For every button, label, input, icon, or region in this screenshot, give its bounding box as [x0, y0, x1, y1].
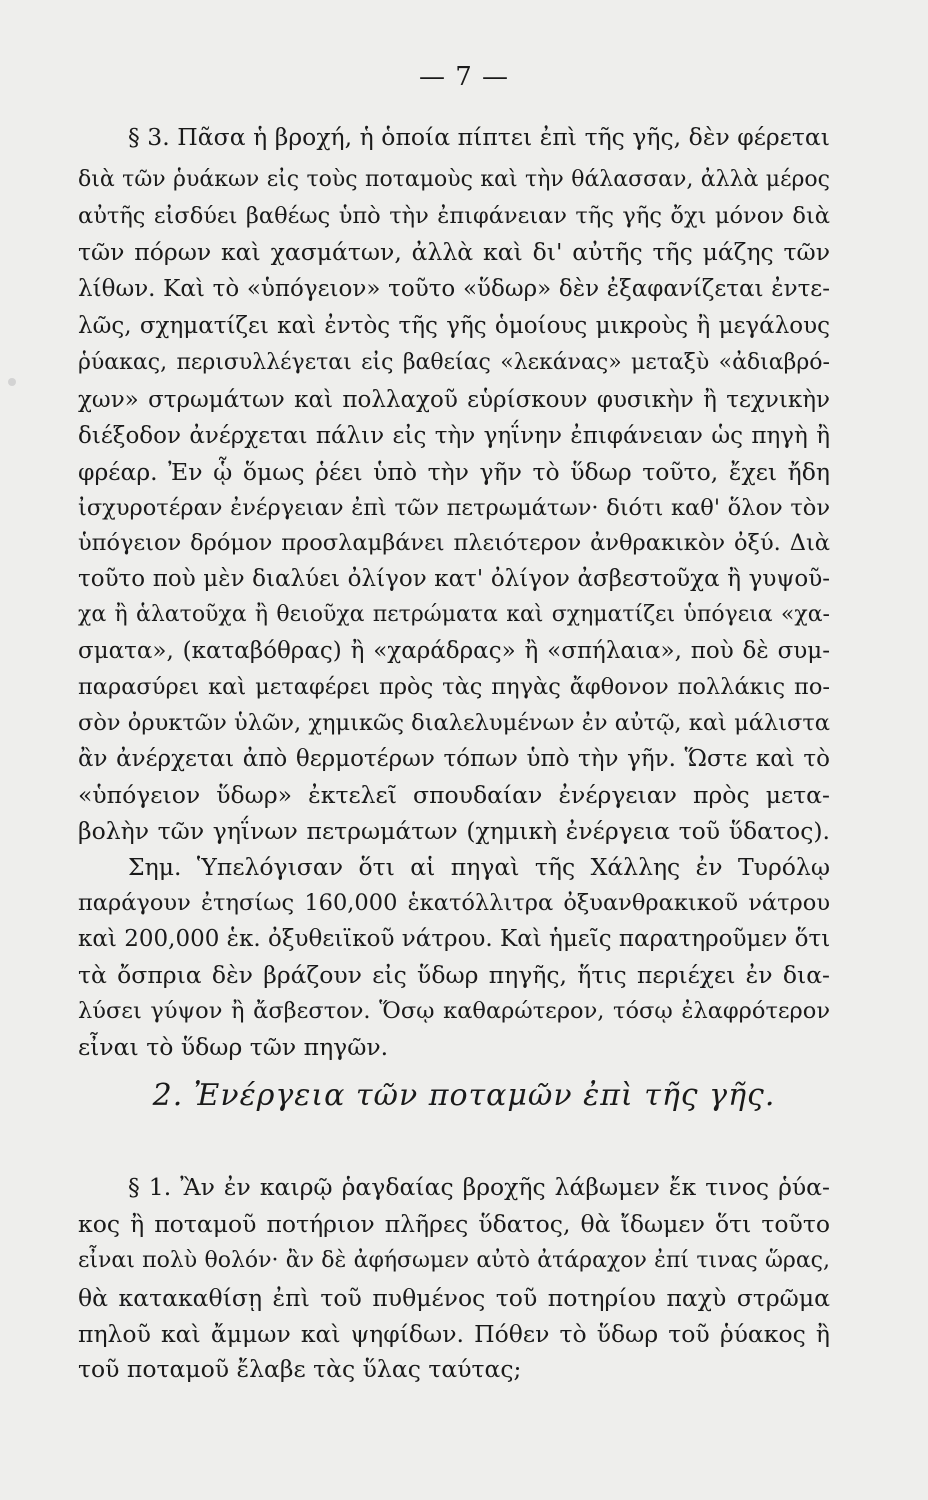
text-line: καὶ 200,000 ἑκ. ὀξυθειϊκοῦ νάτρου. Καὶ ἡμεῖς παρατηροῦμεν ὅτι [78, 926, 830, 952]
text-line: τὰ ὄσπρια δὲν βράζουν εἰς ὕδωρ πηγῆς, ἥτις περιέχει ἐν δια- [78, 961, 830, 989]
scan-speck [8, 378, 16, 386]
text-line: χων» στρωμάτων καὶ πολλαχοῦ εὑρίσκουν φυσικὴν ἢ τεχνικὴν [78, 387, 830, 413]
text-line: ἂν ἀνέρχεται ἀπὸ θερμοτέρων τόπων ὑπὸ τὴν γῆν. Ὥστε καὶ τὸ [78, 746, 830, 772]
text-line: διέξοδον ἀνέρχεται πάλιν εἰς τὴν γηΐνην ἐπιφάνειαν ὡς πηγὴ ἢ [78, 423, 830, 449]
text-line: τῶν πόρων καὶ χασμάτων, ἀλλὰ καὶ δι' αὐτῆς τῆς μάζης τῶν [78, 238, 830, 266]
text-line: εἶναι τὸ ὕδωρ τῶν πηγῶν. [78, 1033, 389, 1061]
text-line: ἰσχυροτέραν ἐνέργειαν ἐπὶ τῶν πετρωμάτων· διότι καθ' ὅλον τὸν [78, 495, 830, 521]
text-line: πηλοῦ καὶ ἄμμων καὶ ψηφίδων. Πόθεν τὸ ὕδωρ τοῦ ῥύακος ἢ [78, 1320, 830, 1348]
text-line: διὰ τῶν ῥυάκων εἰς τοὺς ποταμοὺς καὶ τὴν θάλασσαν, ἀλλὰ μέρος [78, 167, 830, 192]
text-line: εἶναι πολὺ θολόν· ἂν δὲ ἀφήσωμεν αὐτὸ ἀτάραχον ἐπί τινας ὥρας, [78, 1248, 830, 1273]
text-line: § 3. Πᾶσα ἡ βροχή, ἡ ὁποία πίπτει ἐπὶ τῆς γῆς, δὲν φέρεται [128, 123, 830, 151]
text-line: θὰ κατακαθίσῃ ἐπὶ τοῦ πυθμένος τοῦ ποτηρίου παχὺ στρῶμα [78, 1284, 830, 1312]
text-line: κος ἢ ποταμοῦ ποτήριον πλῆρες ὕδατος, θὰ ἴδωμεν ὅτι τοῦτο [78, 1210, 830, 1238]
page-number: — 7 — [418, 62, 510, 92]
text-line: λύσει γύψον ἢ ἄσβεστον. Ὅσῳ καθαρώτερον, τόσῳ ἐλαφρότερον [78, 998, 830, 1024]
text-line: αὐτῆς εἰσδύει βαθέως ὑπὸ τὴν ἐπιφάνειαν τῆς γῆς ὄχι μόνον διὰ [78, 203, 830, 229]
text-line: λῶς, σχηματίζει καὶ ἐντὸς τῆς γῆς ὁμοίους μικροὺς ἢ μεγάλους [78, 313, 830, 339]
text-line: σματα», (καταβόθρας) ἢ «χαράδρας» ἢ «σπήλαια», ποὺ δὲ συμ- [78, 638, 830, 664]
text-line: § 1. Ἂν ἐν καιρῷ ῥαγδαίας βροχῆς λάβωμεν ἔκ τινος ῥύα- [128, 1173, 830, 1201]
text-line: παράγουν ἐτησίως 160,000 ἑκατόλλιτρα ὀξυανθρακικοῦ νάτρου [78, 890, 830, 916]
text-line: σὸν ὀρυκτῶν ὑλῶν, χημικῶς διαλελυμένων ἐν αὐτῷ, καὶ μάλιστα [78, 710, 830, 736]
section-heading: 2. Ἐνέργεια τῶν ποταμῶν ἐπὶ τῆς γῆς. [152, 1078, 776, 1113]
text-line: ῥύακας, περισυλλέγεται εἰς βαθείας «λεκάνας» μεταξὺ «ἀδιαβρό- [78, 350, 830, 375]
text-line: «ὑπόγειον ὕδωρ» ἐκτελεῖ σπουδαίαν ἐνέργειαν πρὸς μετα- [78, 781, 830, 809]
text-line: παρασύρει καὶ μεταφέρει πρὸς τὰς πηγὰς ἄφθονον πολλάκις πο- [78, 674, 830, 700]
text-line: χα ἢ ἁλατοῦχα ἢ θειοῦχα πετρώματα καὶ σχηματίζει ὑπόγεια «χα- [78, 602, 830, 627]
text-line: Σημ. Ὑπελόγισαν ὅτι αἱ πηγαὶ τῆς Χάλλης ἐν Τυρόλῳ [128, 853, 830, 881]
text-line: φρέαρ. Ἐν ᾧ ὅμως ῥέει ὑπὸ τὴν γῆν τὸ ὕδωρ τοῦτο, ἔχει ἤδη [78, 458, 830, 486]
text-line: ὑπόγειον δρόμον προσλαμβάνει πλειότερον ἀνθρακικὸν ὀξύ. Διὰ [78, 530, 830, 556]
text-line: λίθων. Καὶ τὸ «ὑπόγειον» τοῦτο «ὕδωρ» δὲν ἐξαφανίζεται ἐντε- [78, 276, 830, 302]
text-line: τοῦ ποταμοῦ ἔλαβε τὰς ὕλας ταύτας; [78, 1355, 522, 1383]
text-line: τοῦτο ποὺ μὲν διαλύει ὀλίγον κατ' ὀλίγον ἀσβεστοῦχα ἢ γυψοῦ- [78, 566, 830, 592]
text-line: βολὴν τῶν γηΐνων πετρωμάτων (χημικὴ ἐνέργεια τοῦ ὕδατος). [78, 817, 830, 845]
